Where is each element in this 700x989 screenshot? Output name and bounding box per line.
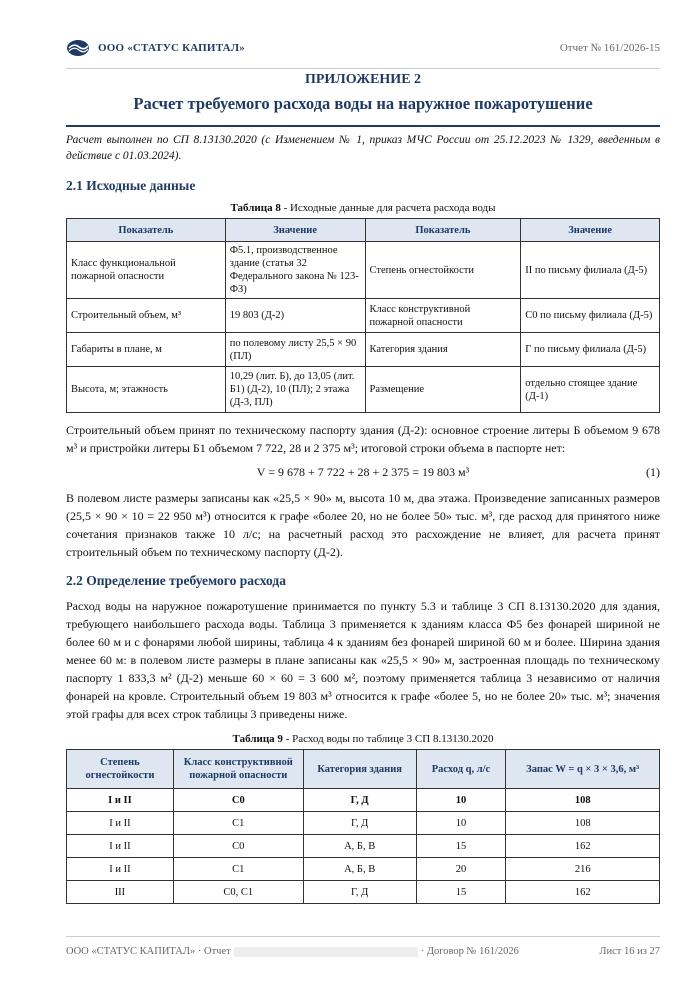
title-divider (66, 125, 660, 127)
page-header (66, 34, 660, 69)
table-row (67, 367, 660, 413)
page-footer (66, 936, 660, 957)
table-9-header-cell: Расход q, л/с (416, 750, 506, 789)
table-8-header-cell: Показатель (365, 219, 521, 242)
footer-contract: · Договор № 161/2026 (420, 946, 519, 957)
table-9-header-cell: Запас W = q × 3 × 3,6, м³ (506, 750, 660, 789)
table-cell: Степень огнестойкости (365, 242, 521, 299)
table-row (67, 835, 660, 858)
table-cell: Г, Д (303, 812, 416, 835)
table-cell: 15 (416, 835, 506, 858)
table-cell: 10 (416, 789, 506, 812)
table-cell: III (67, 881, 174, 904)
wave-logo-icon (66, 39, 90, 57)
table-cell: С0 (173, 789, 303, 812)
report-number: Отчет № 161/2026-15 (559, 42, 660, 54)
table-8 (66, 218, 660, 413)
table-9-caption-label: Таблица 9 (232, 733, 283, 745)
table-cell: 19 803 (Д-2) (225, 299, 365, 333)
table-cell: С1 (173, 858, 303, 881)
table-cell: Класс функциональной пожарной опасности (67, 242, 226, 299)
table-cell: С1 (173, 812, 303, 835)
table-cell: II по письму филиала (Д-5) (521, 242, 660, 299)
table-row (67, 333, 660, 367)
table-row (67, 299, 660, 333)
formula-text: V = 9 678 + 7 722 + 28 + 2 375 = 19 803 м³ (256, 465, 470, 479)
table-8-header-cell: Показатель (67, 219, 226, 242)
page-counter: Лист 16 из 27 (599, 946, 660, 957)
table-cell: Г, Д (303, 881, 416, 904)
appendix-title: Расчет требуемого расхода воды на наружное пожаротушение (133, 94, 593, 113)
table-cell: Строительный объем, м³ (67, 299, 226, 333)
table-cell: 216 (506, 858, 660, 881)
redacted-block (234, 947, 418, 957)
table-cell: 20 (416, 858, 506, 881)
formula-1 (66, 463, 660, 481)
table-cell: С0 (173, 835, 303, 858)
table-9-header-row (67, 750, 660, 789)
table-cell: С0 по письму филиала (Д-5) (521, 299, 660, 333)
company-name: ООО «СТАТУС КАПИТАЛ» (98, 42, 245, 54)
page-content (66, 132, 660, 904)
title-block (66, 72, 660, 114)
table-cell: А, Б, В (303, 858, 416, 881)
table-8-caption-text: - Исходные данные для расчета расхода воды (280, 202, 496, 214)
section-2-1-title: 2.1 Исходные данные (66, 178, 196, 193)
table-row (67, 242, 660, 299)
brand (66, 39, 245, 57)
section-2-2-title: 2.2 Определение требуемого расхода (66, 573, 286, 588)
table-cell: Г по письму филиала (Д-5) (521, 333, 660, 367)
table-cell: 108 (506, 789, 660, 812)
formula-number: (1) (646, 465, 660, 479)
table-cell: 15 (416, 881, 506, 904)
table-cell: Габариты в плане, м (67, 333, 226, 367)
flow-rate-paragraph: Расход воды на наружное пожаротушение принимается по пункту 5.3 и таблице 3 СП 8.13130.2020 для здания, требующего наибольшего расхода воды. Таблица 3 применяется к зданиям класса Ф5 без фонарей шириной не более 60 м и с фонарями любой ширины, таблица 4 к зданиям без фонарей шириной 60 м и более. Ширина здания менее 60 м: в полевом листе размеры в плане записаны как «25,5 × 90» м, застроенная площадь по техническому паспорту 1 833,3 м² (Д-2) меньше 60 × 60 = 3 600 м², поэтому применяется таблица 3 независимо от наличия фонарей на кровле. Строительный объем 19 803 м³ относится к графе «более 5, но не более 20» тыс. м³; значения этой графы для всех строк таблицы 3 приведены ниже. (66, 599, 660, 721)
table-cell: Ф5.1, производственное здание (статья 32 Федерального закона № 123-ФЗ) (225, 242, 365, 299)
table-9-caption (66, 733, 660, 745)
table-cell: I и II (67, 812, 174, 835)
table-cell: I и II (67, 789, 174, 812)
table-9-header-cell: Класс конструктивной пожарной опасности (173, 750, 303, 789)
table-8-header-row (67, 219, 660, 242)
table-cell: 162 (506, 835, 660, 858)
table-cell: Г, Д (303, 789, 416, 812)
table-8-header-cell: Значение (521, 219, 660, 242)
table-9 (66, 749, 660, 904)
footer-left (66, 946, 519, 957)
table-cell: I и II (67, 858, 174, 881)
table-9-header-cell: Степень огнестойкости (67, 750, 174, 789)
table-cell: Категория здания (365, 333, 521, 367)
footer-company: ООО «СТАТУС КАПИТАЛ» · Отчет (66, 946, 231, 957)
table-cell: I и II (67, 835, 174, 858)
volume-paragraph: Строительный объем принят по техническому паспорту здания (Д-2): основное строение литеры Б объемом 9 678 м³ и пристройки литеры Б1 объемом 7 722, 28 и 2 375 м³; итоговой строки объема в паспорте нет: (66, 423, 660, 455)
table-cell: отдельно стоящее здание (Д-1) (521, 367, 660, 413)
table-row (67, 881, 660, 904)
table-9-header-cell: Категория здания (303, 750, 416, 789)
appendix-label: ПРИЛОЖЕНИЕ 2 (304, 72, 422, 87)
table-cell: 108 (506, 812, 660, 835)
table-cell: Высота, м; этажность (67, 367, 226, 413)
table-8-header-cell: Значение (225, 219, 365, 242)
table-row (67, 812, 660, 835)
intro-note: Расчет выполнен по СП 8.13130.2020 (с Изменением № 1, приказ МЧС России от 25.12.2023 № 1329, введенным в действие с 01.03.2024). (66, 134, 660, 162)
table-row-highlighted (67, 789, 660, 812)
table-cell: 10,29 (лит. Б), до 13,05 (лит. Б1) (Д-2), 10 (ПЛ); 2 этажа (Д-3, ПЛ) (225, 367, 365, 413)
field-sheet-paragraph: В полевом листе размеры записаны как «25,5 × 90» м, высота 10 м, два этажа. Произведение записанных размеров (25,5 × 90 × 10 = 22 950 м³) относится к графе «более 20, но не более 50» тыс. м³, где расход для принятого ниже сочетания признаков также 10 л/с; на расчетный расход это расхождение не влияет, для расчета принят строительный объем по техническому паспорту (Д-2). (66, 491, 660, 559)
table-cell: по полевому листу 25,5 × 90 (ПЛ) (225, 333, 365, 367)
table-cell: А, Б, В (303, 835, 416, 858)
table-8-caption-label: Таблица 8 (230, 202, 281, 214)
table-cell: С0, С1 (173, 881, 303, 904)
table-9-caption-text: - Расход воды по таблице 3 СП 8.13130.2020 (282, 733, 494, 745)
table-cell: 162 (506, 881, 660, 904)
table-row (67, 858, 660, 881)
table-cell: 10 (416, 812, 506, 835)
table-cell: Класс конструктивной пожарной опасности (365, 299, 521, 333)
table-8-caption (66, 202, 660, 214)
table-cell: Размещение (365, 367, 521, 413)
